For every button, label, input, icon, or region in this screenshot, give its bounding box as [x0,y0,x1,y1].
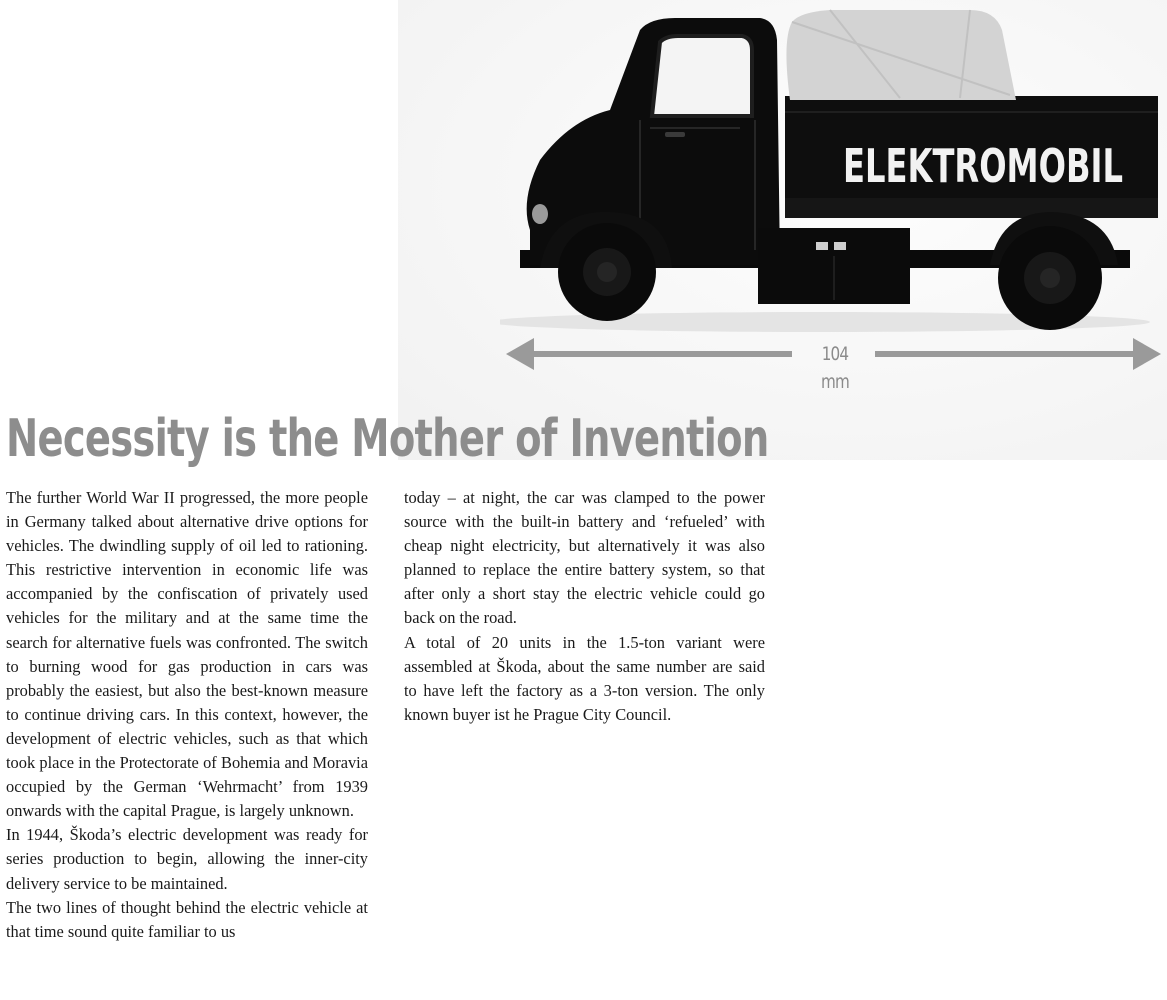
paragraph: today – at night, the car was clamped to the power source with the built-in battery and ‘refueled’ with cheap night electricity, but alternatively it was also planned to replace the entire battery system, so that after only a short stay the electric vehicle could go back on the road. [404,488,765,628]
truck-sign-text: ELEKTROMOBIL [843,139,1123,193]
cab-window [652,36,752,116]
article-column-right [404,486,765,727]
article-title: Necessity is the Mother of Invention [6,409,769,469]
truck-model-image [500,0,1167,345]
measurement-label: 104 mm [820,343,850,393]
paragraph: The further World War II progressed, the more people in Germany talked about alternative drive options for vehicles. The dwindling supply of oil led to rationing. This restrictive intervention in economic life was accompanied by the confiscation of privately used vehicles for the military and at the same time the search for alternative fuels was confronted. The switch to burning wood for gas production in cars was probably the easiest, but also the best-known measure to continue driving cars. In this context, however, the development of electric vehicles, such as that which took place in the Protectorate of Bohemia and Moravia occupied by the German ‘Wehrmacht’ from 1939 onwards with the capital Prague, is largely unknown. [6,488,368,821]
paragraph: A total of 20 units in the 1.5-ton variant were assembled at Škoda, about the same number are said to have left the factory as a 3-ton version. The only known buyer ist he Prague City Council. [404,632,765,724]
article-column-left [6,486,368,944]
paragraph: In 1944, Škoda’s electric development was ready for series production to begin, allowing the inner-city delivery service to be maintained. [6,825,368,893]
headlight [532,204,548,224]
paragraph: The two lines of thought behind the electric vehicle at that time sound quite familiar to us [6,897,368,941]
